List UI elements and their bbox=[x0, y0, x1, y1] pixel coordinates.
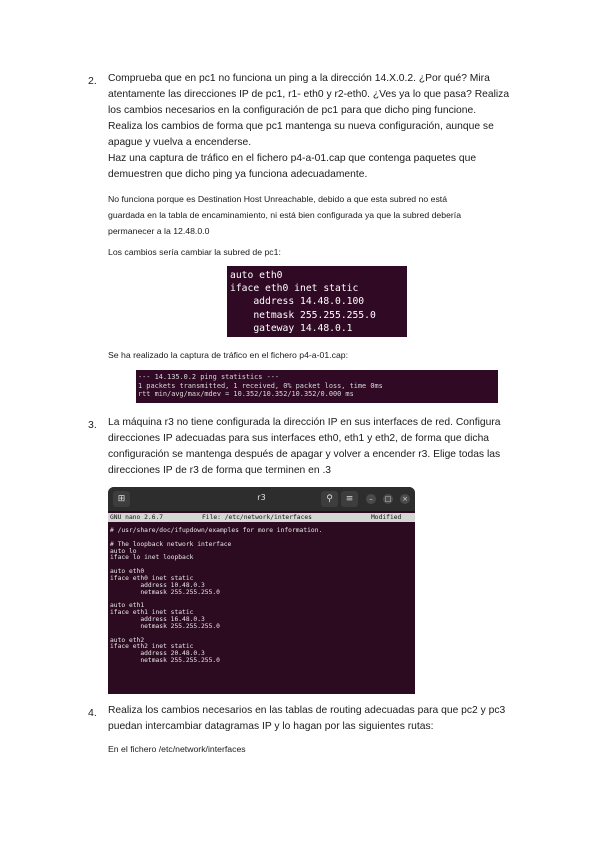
terminal-line: auto eth0 bbox=[230, 270, 283, 281]
text-line: atentamente las direcciones IP de pc1, r1- eth0 y r2-eth0. ¿Ves ya lo que pasa? Realiza bbox=[108, 89, 510, 100]
new-tab-icon: ⊞ bbox=[113, 491, 130, 507]
nano-line: iface eth1 inet static bbox=[110, 609, 194, 617]
text-line: configuración se mantenga después de apagar y volver a encender r3. Elige todas las bbox=[108, 449, 501, 460]
terminal-title-bar bbox=[108, 487, 415, 511]
nano-line: netmask 255.255.255.0 bbox=[110, 588, 220, 596]
terminal-line: 1 packets transmitted, 1 received, 0% packet loss, time 0ms bbox=[138, 381, 383, 390]
changes-text: Los cambios sería cambiar la subred de pc1: bbox=[108, 247, 281, 257]
nano-line: netmask 255.255.255.0 bbox=[110, 622, 220, 630]
nano-line: netmask 255.255.255.0 bbox=[110, 657, 220, 665]
nano-line: address 16.48.0.3 bbox=[110, 615, 205, 623]
text-line: La máquina r3 no tiene configurada la dirección IP en sus interfaces de red. Configura bbox=[108, 417, 501, 428]
list-number: 3. bbox=[88, 419, 97, 431]
nano-line: address 20.48.0.3 bbox=[110, 650, 205, 658]
nano-line: # The loopback network interface bbox=[110, 540, 232, 548]
text-line: Comprueba que en pc1 no funciona un ping a la dirección 14.X.0.2. ¿Por qué? Mira bbox=[108, 73, 490, 84]
menu-icon: ≡ bbox=[341, 491, 358, 507]
terminal-line: address 14.48.0.100 bbox=[230, 296, 365, 308]
nano-file: File: /etc/network/interfaces bbox=[202, 514, 312, 521]
file-text: En el fichero /etc/network/interfaces bbox=[108, 744, 246, 754]
text-line: permanecer a la 12.48.0.0 bbox=[108, 226, 210, 236]
text-line: guardada en la tabla de encaminamiento, ni está bien configurada ya que la subred debería bbox=[108, 210, 462, 220]
text-line: apague y vuelva a encenderse. bbox=[108, 137, 252, 148]
nano-line: # /usr/share/doc/ifupdown/examples for more information. bbox=[110, 527, 323, 534]
item-2-question bbox=[108, 71, 558, 183]
list-number: 2. bbox=[88, 75, 97, 87]
nano-line: address 10.48.0.3 bbox=[110, 581, 205, 589]
nano-version: GNU nano 2.6.7 bbox=[110, 514, 164, 521]
nano-line: iface lo inet loopback bbox=[110, 554, 194, 562]
terminal-window-screenshot bbox=[108, 487, 415, 694]
ping-terminal-screenshot bbox=[136, 370, 498, 403]
text-line: Haz una captura de tráfico en el fichero p4-a-01.cap que contenga paquetes que bbox=[108, 153, 477, 164]
terminal-line: netmask 255.255.255.0 bbox=[230, 309, 376, 321]
terminal-line: iface eth0 inet static bbox=[230, 283, 359, 295]
nano-editor-content bbox=[110, 528, 322, 665]
nano-header bbox=[108, 513, 415, 522]
search-icon: ⚲ bbox=[321, 491, 338, 507]
nano-line: auto lo bbox=[110, 547, 137, 555]
text-line: Realiza los cambios de forma que pc1 mantenga su nueva configuración, aunque se bbox=[108, 121, 494, 132]
text-line: direcciones IP adecuadas para sus interfaces eth0, eth1 y eth2, de forma que dicha bbox=[108, 433, 490, 444]
terminal-line: --- 14.135.0.2 ping statistics --- bbox=[138, 373, 280, 381]
maximize-icon: □ bbox=[384, 495, 392, 503]
nano-status: Modified bbox=[371, 514, 402, 521]
nano-line: auto eth1 bbox=[110, 602, 145, 610]
nano-line: auto eth2 bbox=[110, 636, 145, 644]
text-line: puedan intercambiar datagramas IP y lo hagan por las siguientes rutas: bbox=[108, 721, 434, 732]
nano-line: auto eth0 bbox=[110, 568, 145, 576]
minimize-icon: – bbox=[366, 494, 376, 504]
list-number: 4. bbox=[88, 707, 97, 719]
item-2-answer bbox=[108, 191, 558, 239]
nano-line: iface eth0 inet static bbox=[110, 574, 194, 582]
item-3-question bbox=[108, 415, 558, 479]
close-icon: × bbox=[400, 494, 410, 504]
terminal-line: rtt min/avg/max/mdev = 10.352/10.352/10.352/0.000 ms bbox=[138, 390, 354, 399]
text-line: direcciones IP de r3 de forma que terminen en .3 bbox=[108, 465, 332, 476]
terminal-title: r3 bbox=[257, 493, 266, 502]
text-line: los cambios necesarios en la configuración de pc1 para que dicho ping funcione. bbox=[108, 105, 477, 116]
text-line: No funciona porque es Destination Host Unreachable, debido a que esta subred no está bbox=[108, 194, 448, 204]
item-4-question bbox=[108, 703, 558, 735]
nano-line: iface eth2 inet static bbox=[110, 643, 194, 651]
terminal-line: gateway 14.48.0.1 bbox=[230, 322, 353, 334]
text-line: demuestren que dicho ping ya funciona adecuadamente. bbox=[108, 169, 368, 180]
capture-text: Se ha realizado la captura de tráfico en el fichero p4-a-01.cap: bbox=[108, 350, 349, 360]
text-line: Realiza los cambios necesarios en las tablas de routing adecuadas para que pc2 y pc3 bbox=[108, 705, 506, 716]
config-terminal-screenshot bbox=[227, 266, 407, 337]
